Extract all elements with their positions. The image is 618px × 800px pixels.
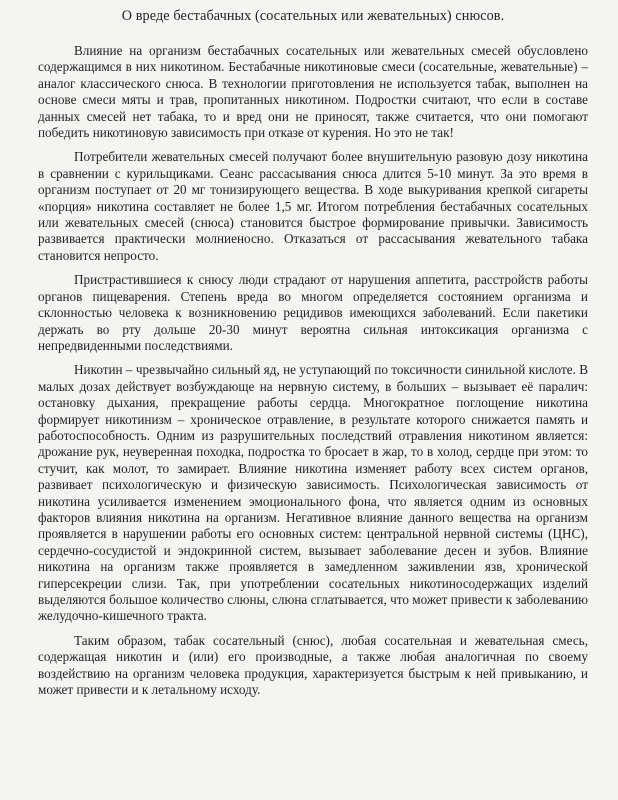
- paragraph-4: Никотин – чрезвычайно сильный яд, не уступающий по токсичности синильной кислоте. В малых дозах действует возбуждающе на нервную систему, в больших – вызывает её паралич: остановку дыхания, прекращение работы сердца. Многократное поглощение никотина формирует никотинизм – хроническое отравление, в результате которого снижается память и работоспособность. Одним из разрушительных последствий отравления никотином является: дрожание рук, неуверенная походка, подростка то бросает в жар, то в холод, сердце при этом: то стучит, как молот, то замирает. Влияние никотина изменяет работу всех систем органов, развивает психологическую и физическую зависимость. Психологическая зависимость от никотина усиливается изменением эмоционального фона, что является одним из основных факторов влияния никотина на организм. Негативное влияние данного вещества на организм проявляется в нарушении работы его основных систем: центральной нервной системы (ЦНС), сердечно-сосудистой и эндокринной систем, вызывает заболевание десен и зубов. Влияние никотина на организм также проявляется в замедленном заживлении язв, хронической гиперсекреции слизи. Так, при употреблении сосательных никотиносодержащих изделий выделяются большое количество слюны, слюна сглатывается, что может привести к заболеванию желудочно-кишечного тракта.: [38, 362, 588, 624]
- paragraph-1: Влияние на организм бестабачных сосательных или жевательных смесей обусловлено содержащимся в них никотином. Бестабачные никотиновые смеси (сосательные, жевательные) – аналог классического снюса. В технологии приготовления не используется табак, выполнен на основе смеси мяты и трав, пропитанных никотином. Подростки считают, что если в составе данных смесей нет табака, то и вред они не приносят, также считается, что они помогают победить никотиновую зависимость при отказе от курения. Но это не так!: [38, 43, 588, 141]
- document-title: О вреде бестабачных (сосательных или жевательных) снюсов.: [121, 8, 505, 24]
- paragraph-5: Таким образом, табак сосательный (снюс), любая сосательная и жевательная смесь, содержащая никотин и (или) его производные, а также любая аналогичная по своему воздействию на организм человека продукция, характеризуется быстрым к ней привыканию, и может привести и к летальному исходу.: [38, 632, 588, 698]
- paragraph-3: Пристрастившиеся к снюсу люди страдают от нарушения аппетита, расстройств работы органов пищеварения. Степень вреда во многом определяется состоянием организма и склонностью человека к возникновению рецидивов имеющихся заболеваний. Если пакетики держать во рту дольше 20-30 минут вероятна сильная интоксикация организма с непредвиденными последствиями.: [38, 272, 588, 353]
- paragraph-2: Потребители жевательных смесей получают более внушительную разовую дозу никотина в сравнении с курильщиками. Сеанс рассасывания снюса длится 5-10 минут. За это время в организм поступает от 20 мг тонизирующего вещества. В ходе выкуривания крепкой сигареты «порция» никотина составляет не более 1,5 мг. Итогом потребления бестабачных сосательных или жевательных смесей (снюса) становится быстрое формирование привычки. Зависимость развивается практически молниеносно. Отказаться от рассасывания жевательного табака становится непросто.: [38, 149, 588, 263]
